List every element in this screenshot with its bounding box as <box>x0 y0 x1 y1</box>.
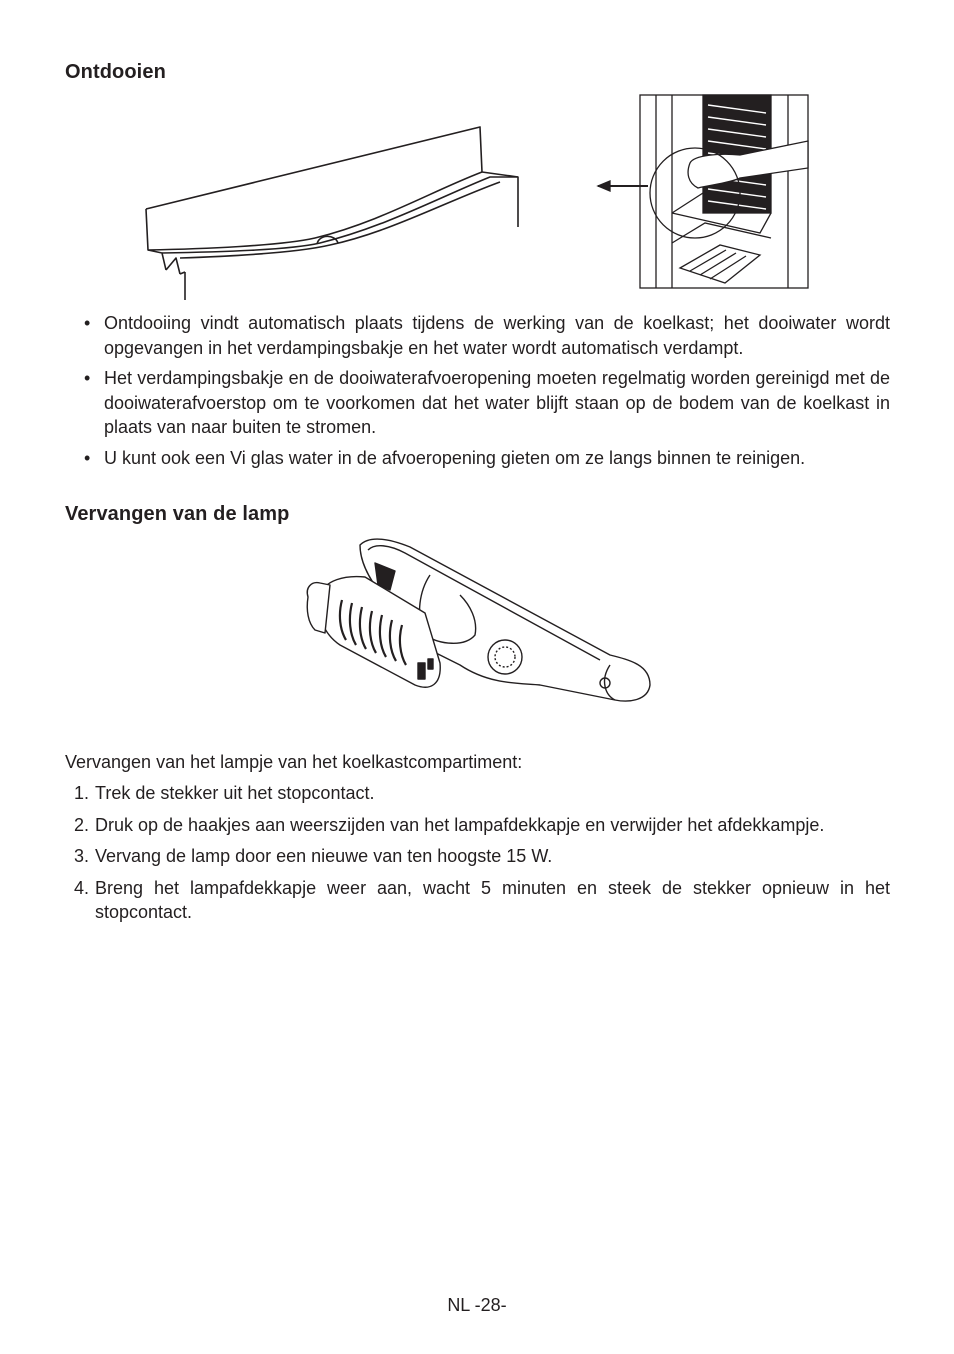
step-number: 3. <box>74 846 90 866</box>
lamp-cover-illustration <box>300 535 655 705</box>
bullet-text: Het verdampingsbakje en de dooiwaterafvoeropening moeten regelmatig worden gereinigd met de dooiwaterafvoerstop om te voorkomen dat het water blijft staan op de bodem van de koelkast in plaats van naar buiten te stromen. <box>104 368 890 437</box>
step-number: 1. <box>74 783 90 803</box>
bullet-text: Ontdooiing vindt automatisch plaats tijdens de werking van de koelkast; het dooiwater wordt opgevangen in het verdampingsbakje en het water wordt automatisch verdampt. <box>104 313 890 358</box>
fridge-interior-illustration <box>590 93 810 290</box>
defrost-bullet-list <box>84 311 890 476</box>
list-item <box>74 844 890 869</box>
step-text: Druk op de haakjes aan weerszijden van het lampafdekkapje en verwijder het afdekkampje. <box>95 814 825 835</box>
lamp-intro-text: Vervangen van het lampje van het koelkastcompartiment: <box>65 752 523 772</box>
list-item <box>74 813 890 838</box>
bullet-text: U kunt ook een Vi glas water in de afvoeropening gieten om ze langs binnen te reinigen. <box>104 447 806 468</box>
list-item <box>84 366 890 440</box>
bullet-marker: • <box>84 368 91 388</box>
list-item <box>84 311 890 360</box>
step-number: 4. <box>74 877 90 898</box>
bullet-marker: • <box>84 313 91 333</box>
section-title-lamp: Vervangen van de lamp <box>65 503 290 525</box>
list-item <box>74 781 890 806</box>
list-item <box>74 876 890 925</box>
step-number: 2. <box>74 814 90 835</box>
section-title-defrost: Ontdooien <box>65 61 166 83</box>
page-number: NL -28- <box>447 1295 507 1315</box>
step-text: Trek de stekker uit het stopcontact. <box>95 783 375 803</box>
step-text: Vervang de lamp door een nieuwe van ten hoogste 15 W. <box>95 846 553 866</box>
step-text: Breng het lampafdekkapje weer aan, wacht 5 minuten en steek de stekker opnieuw in het stopcontact. <box>95 877 890 922</box>
lamp-steps-list <box>74 781 890 932</box>
list-item <box>84 446 890 471</box>
bullet-marker: • <box>84 447 91 468</box>
drain-channel-illustration <box>140 122 525 302</box>
